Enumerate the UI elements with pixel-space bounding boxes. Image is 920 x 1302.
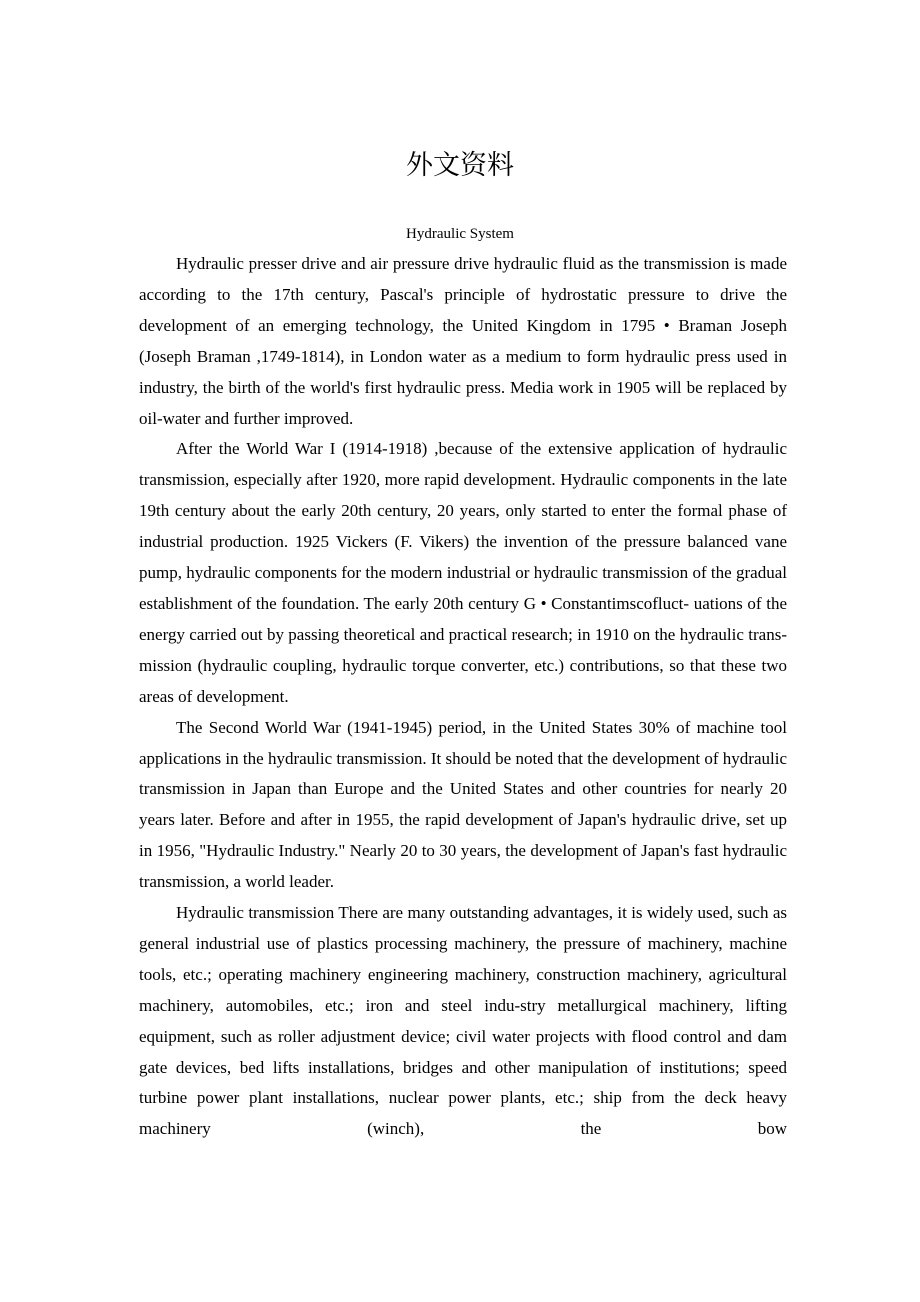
page-title: 外文资料 — [406, 150, 514, 181]
paragraph-ww2: The Second World War (1941-1945) period, in the United States 30% of machine tool applications in the hydraulic transmission. It should be noted that the development of hydraulic transmission in Japan than Europe and the United States and other countries for nearly 20 years later. Before and after in 1955, the rapid development of Japan's hydraulic drive, set up in 1956, "Hydraulic Industry." Nearly 20 to 30 years, the development of Japan's fast hydraulic transmission, a world leader. — [139, 717, 787, 892]
body-text — [139, 249, 787, 1145]
paragraph-ww1: After the World War I (1914-1918) ,because of the extensive application of hydraulic transmission, especially after 1920, more rapid development. Hydraulic components in the late 19th century about the early 20th century, 20 years, only started to enter the formal phase of industrial production. 1925 Vickers (F. Vikers) the invention of the pressure balanced vane pump, hydraulic components for the modern industrial or hydraulic transmission of the gradual establishment of the foundation. The early 20th century G • Constantimscofluct- uations of the energy carried out by passing theoretical and practical research; in 1910 on the hydraulic trans- mission (hydraulic coupling, hydraulic torque converter, etc.) contributions, so that these two areas of development. — [139, 439, 787, 706]
section-title: Hydraulic System — [406, 226, 514, 242]
paragraph-history: Hydraulic presser drive and air pressure drive hydraulic fluid as the transmission is made according to the 17th century, Pascal's principle of hydrostatic pressure to drive the development of an emerging technology, the United Kingdom in 1795 • Braman Joseph (Joseph Braman ,1749-1814), in London water as a medium to form hydraulic press used in industry, the birth of the world's first hydraulic press. Media work in 1905 will be replaced by oil-water and further improved. — [139, 254, 787, 428]
paragraph-applications: Hydraulic transmission There are many outstanding advantages, it is widely used, such as general industrial use of plastics processing machinery, the pressure of machinery, machine tools, etc.; operating machinery engineering machinery, construction machinery, agricultural machinery, automobiles, etc.; iron and steel indu-stry metallurgical machinery, lifting equipment, such as roller adjustment device; civil water projects with flood control and dam gate devices, bed lifts installations, bridges and other manipulation of institutions; speed turbine power plant installations, nuclear power plants, etc.; ship from the deck heavy machinery (winch), the bow — [139, 903, 787, 1139]
